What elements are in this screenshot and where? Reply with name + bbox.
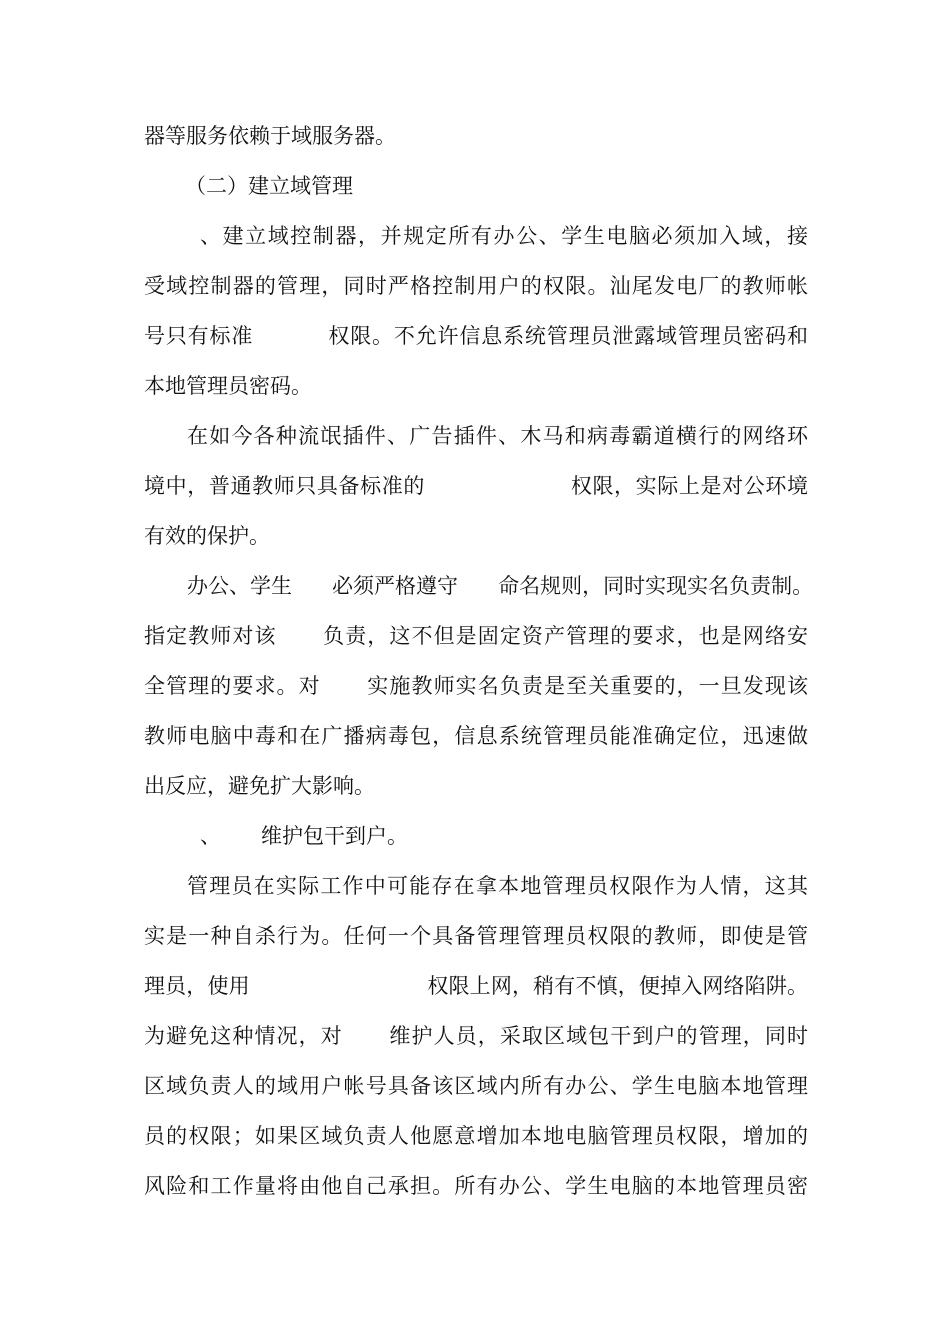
text-line: 本地管理员密码。 bbox=[144, 374, 312, 398]
text-line: 指定教师对该 负责，这不但是固定资产管理的要求，也是网络安 bbox=[144, 624, 808, 648]
text-line: 出反应，避免扩大影响。 bbox=[144, 774, 375, 798]
text-line: 号只有标准 权限。不允许信息系统管理员泄露域管理员密码和 bbox=[144, 324, 808, 348]
text-line: 管理员在实际工作中可能存在拿本地管理员权限作为人情，这其 bbox=[187, 874, 808, 898]
text-line: 为避免这种情况，对 维护人员，采取区域包干到户的管理，同时 bbox=[144, 1024, 808, 1048]
section-heading: 、 维护包干到户。 bbox=[200, 824, 409, 848]
text-line: 办公、学生 必须严格遵守 命名规则，同时实现实名负责制。 bbox=[187, 574, 814, 598]
text-line: 、建立域控制器，并规定所有办公、学生电脑必须加入域，接 bbox=[200, 224, 808, 248]
text-line: 教师电脑中毒和在广播病毒包，信息系统管理员能准确定位，迅速做 bbox=[144, 724, 808, 748]
text-line: 全管理的要求。对 实施教师实名负责是至关重要的，一旦发现该 bbox=[144, 674, 808, 698]
section-heading: （二）建立域管理 bbox=[185, 174, 353, 198]
text-line: 有效的保护。 bbox=[144, 524, 270, 548]
text-line: 在如今各种流氓插件、广告插件、木马和病毒霸道横行的网络环 bbox=[187, 424, 808, 448]
text-line: 区域负责人的域用户帐号具备该区域内所有办公、学生电脑本地管理 bbox=[144, 1074, 808, 1098]
text-line: 受域控制器的管理，同时严格控制用户的权限。汕尾发电厂的教师帐 bbox=[144, 274, 808, 298]
text-line: 器等服务依赖于域服务器。 bbox=[144, 124, 396, 148]
text-line: 理员，使用 权限上网，稍有不慎，便掉入网络陷阱。 bbox=[144, 974, 808, 998]
text-line: 实是一种自杀行为。任何一个具备管理管理员权限的教师，即使是管 bbox=[144, 924, 808, 948]
text-line: 风险和工作量将由他自己承担。所有办公、学生电脑的本地管理员密 bbox=[144, 1174, 808, 1198]
text-line: 员的权限；如果区域负责人他愿意增加本地电脑管理员权限，增加的 bbox=[144, 1124, 808, 1148]
text-line: 境中，普通教师只具备标准的 权限，实际上是对公环境 bbox=[144, 474, 808, 498]
